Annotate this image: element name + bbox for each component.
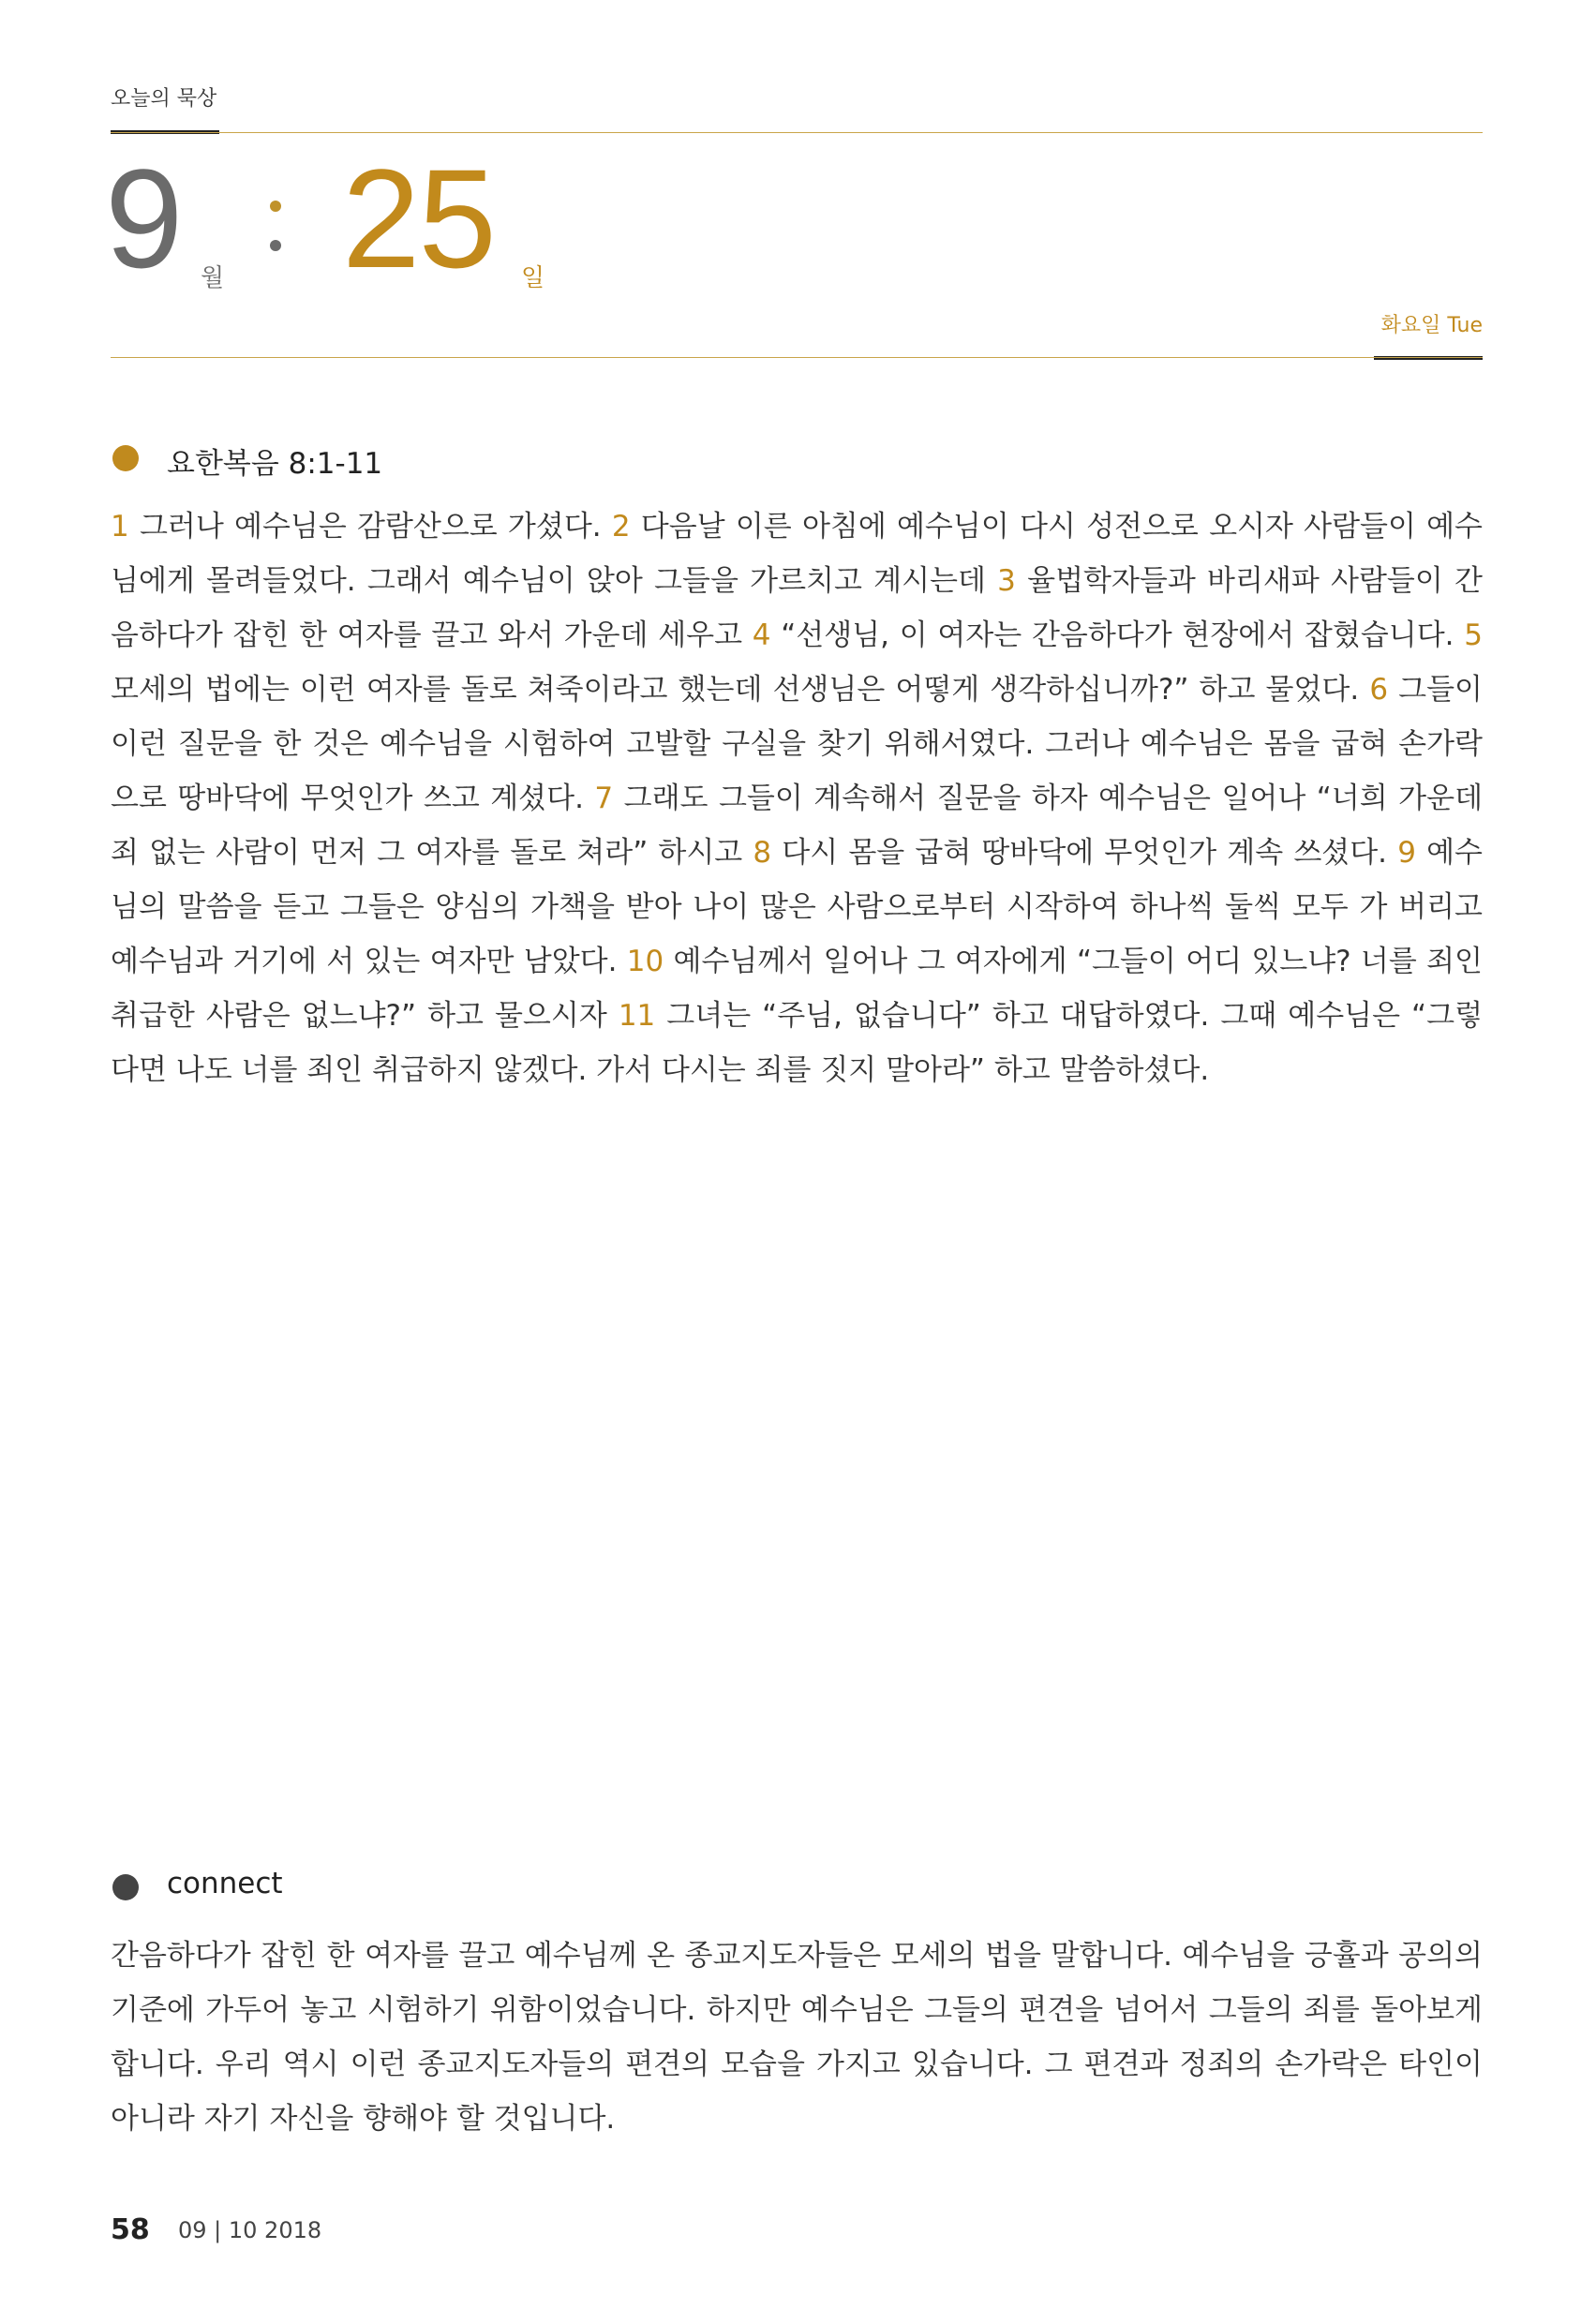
colon-dot-top: [270, 201, 281, 212]
verse-number: 9: [1397, 836, 1416, 870]
connect-body: 간음하다가 잡힌 한 여자를 끌고 예수님께 온 종교지도자들은 모세의 법을 말합니다. 예수님을 긍휼과 공의의 기준에 가두어 놓고 시험하기 위함이었습니다. 하지만 예수님은 그들의 편견을 넘어서 그들의 죄를 돌아보게 합니다. 우리 역시 이런 종교지도자들의 편견의 모습을 가지고 있습니다. 그 편견과 정죄의 손가락은 타인이 아니라 자기 자신을 향해야 할 것입니다.: [111, 1939, 1483, 2136]
passage-title: 요한복음 8:1-11: [167, 447, 383, 481]
date-day: 25: [342, 140, 495, 297]
verse-text: 그래도 그들이 계속해서 질문을 하자 예수님은 일어나 “너희 가운데 죄 없는 사람이 먼저 그 여자를 돌로 쳐라” 하시고: [111, 782, 1484, 870]
verse-number: 10: [626, 945, 664, 978]
verse-text: 모세의 법에는 이런 여자를 돌로 쳐죽이라고 했는데 선생님은 어떻게 생각하십니까?” 하고 물었다.: [111, 673, 1360, 707]
verse-number: 7: [594, 782, 614, 815]
date-colon-separator: [270, 201, 283, 279]
verse-number: 4: [752, 618, 771, 652]
verse-text: 그들이 이런 질문을 한 것은 예수님을 시험하여 고발할 구실을 찾기 위해서였다. 그러나 예수님은 몸을 굽혀 손가락으로 땅바닥에 무엇인가 쓰고 계셨다.: [111, 673, 1483, 815]
verse-text: 율법학자들과 바리새파 사람들이 간음하다가 잡힌 한 여자를 끌고 와서 가운데 세우고: [111, 564, 1483, 652]
verse-number: 6: [1369, 673, 1389, 707]
verse-number: 11: [618, 999, 656, 1033]
colon-dot-bottom: [270, 240, 281, 251]
date-month: 9: [105, 140, 182, 297]
verse-text: 다음날 이른 아침에 예수님이 다시 성전으로 오시자 사람들이 예수님에게 몰려들었다. 그래서 예수님이 앉아 그들을 가르치고 계시는데: [111, 510, 1484, 598]
passage-bullet-icon: [112, 445, 139, 471]
header-bottom-divider: [111, 357, 1483, 358]
issue-date: 09 | 10 2018: [178, 2217, 322, 2243]
verse-text: 다시 몸을 굽혀 땅바닥에 무엇인가 계속 쓰셨다.: [782, 836, 1388, 870]
header-top-divider: [111, 132, 1483, 133]
date-month-unit: 월: [201, 264, 225, 292]
page-number: 58: [111, 2213, 150, 2246]
verse-number: 2: [611, 510, 631, 544]
connect-title: connect: [167, 1867, 283, 1900]
connect-bullet-icon: [112, 1874, 139, 1900]
verse-text: 그러나 예수님은 감람산으로 가셨다.: [139, 510, 602, 544]
verse-text: 그녀는 “주님, 없습니다” 하고 대답하였다. 그때 예수님은 “그렇다면 나도 너를 죄인 취급하지 않겠다. 가서 다시는 죄를 짓지 말아라” 하고 말씀하셨다.: [111, 999, 1484, 1087]
section-label: 오늘의 묵상: [111, 87, 217, 111]
verse-number: 8: [753, 836, 772, 870]
date-weekday: 화요일 Tue: [1380, 314, 1483, 337]
verse-text: 예수님께서 일어나 그 여자에게 “그들이 어디 있느냐? 너를 죄인 취급한 사람은 없느냐?” 하고 물으시자: [111, 945, 1483, 1033]
verse-text: “선생님, 이 여자는 간음하다가 현장에서 잡혔습니다.: [781, 618, 1454, 652]
verse-number: 5: [1464, 618, 1483, 652]
passage-body: [111, 499, 1483, 1097]
date-day-unit: 일: [521, 264, 545, 292]
verse-text: 예수님의 말씀을 듣고 그들은 양심의 가책을 받아 나이 많은 사람으로부터 시작하여 하나씩 둘씩 모두 가 버리고 예수님과 거기에 서 있는 여자만 남았다.: [111, 836, 1483, 978]
verse-number: 3: [997, 564, 1016, 598]
verse-number: 1: [111, 510, 129, 544]
